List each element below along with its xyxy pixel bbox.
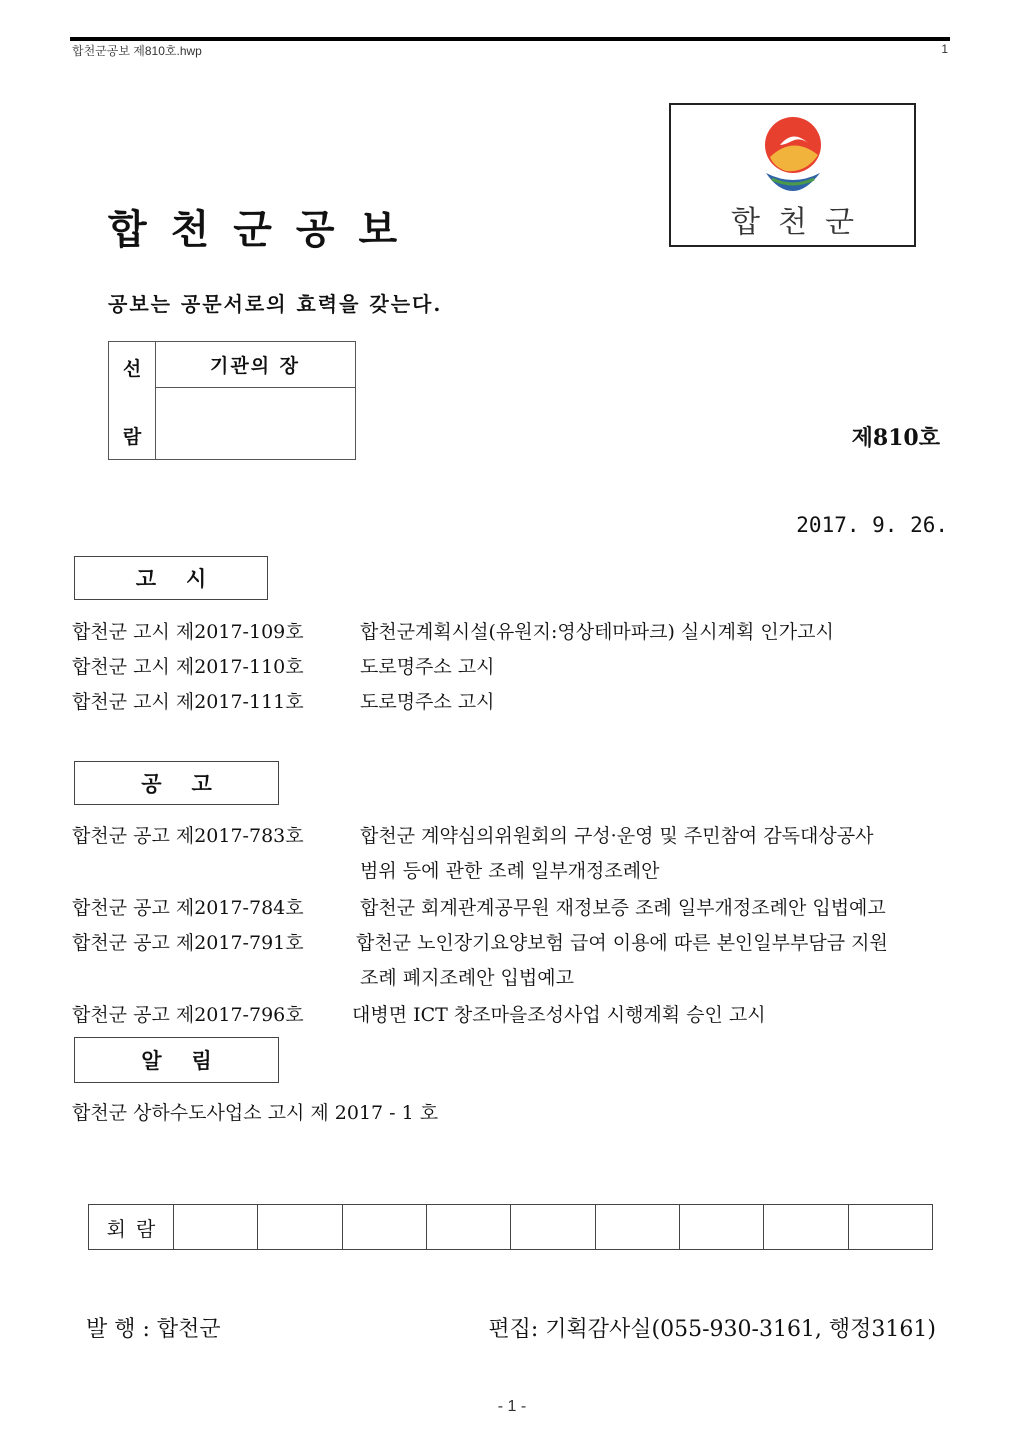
notice-text: 합천군 상하수도사업소 고시 제 2017 - 1 호 <box>72 1102 439 1124</box>
circulation-cell <box>511 1205 595 1249</box>
page-title: 합천군공보 <box>108 206 422 253</box>
notice-title: 도로명주소 고시 <box>360 656 495 678</box>
county-emblem-icon <box>756 115 830 195</box>
notice-title: 도로명주소 고시 <box>360 691 495 713</box>
notice-title: 합천군 노인장기요양보험 급여 이용에 따른 본인일부부담금 지원 <box>356 932 888 954</box>
stamp-label-top: 선 <box>122 358 142 380</box>
issue-date: 2017. 9. 26. <box>796 513 948 537</box>
notice-title: 합천군 회계관계공무원 재정보증 조례 일부개정조례안 입법예고 <box>360 897 886 919</box>
circulation-label: 회람 <box>89 1205 174 1249</box>
subtitle: 공보는 공문서로의 효력을 갖는다. <box>108 292 443 316</box>
circulation-table <box>88 1204 933 1250</box>
notice-title-cont: 범위 등에 관한 조례 일부개정조례안 <box>360 860 660 882</box>
notice-number: 합천군 고시 제2017-110호 <box>72 656 304 678</box>
section-gonggo-title: 공고 <box>74 761 279 805</box>
notice-title: 대병면 ICT 창조마을조성사업 시행계획 승인 고시 <box>352 1004 766 1026</box>
notice-number: 합천군 공고 제2017-784호 <box>72 897 304 919</box>
publisher: 발 행 : 합천군 <box>86 1317 221 1342</box>
notice-number: 합천군 고시 제2017-111호 <box>72 691 304 713</box>
section-allim-title: 알림 <box>74 1037 279 1083</box>
notice-title-cont: 조례 폐지조례안 입법예고 <box>360 967 574 989</box>
circulation-cell <box>258 1205 342 1249</box>
notice-number: 합천군 고시 제2017-109호 <box>72 621 304 643</box>
circulation-cell <box>174 1205 258 1249</box>
stamp-head: 기관의 장 <box>155 342 355 388</box>
header-rule <box>70 37 950 41</box>
circulation-cell <box>680 1205 764 1249</box>
header-page-number: 1 <box>941 42 948 56</box>
page-number: - 1 - <box>497 1398 527 1415</box>
header-filename: 합천군공보 제810호.hwp <box>72 44 202 58</box>
section-gosi-title: 고시 <box>74 556 268 600</box>
editor-contact: 편집: 기획감사실(055-930-3161, 행정3161) <box>488 1317 936 1342</box>
notice-title: 합천군계획시설(유원지:영상테마파크) 실시계획 인가고시 <box>360 621 834 643</box>
notice-number: 합천군 공고 제2017-791호 <box>72 932 304 954</box>
issue-number: 제810호 <box>851 425 940 451</box>
logo-text: 합천군 <box>731 205 872 240</box>
stamp-label-bottom: 람 <box>122 426 142 448</box>
notice-title: 합천군 계약심의위원회의 구성·운영 및 주민참여 감독대상공사 <box>360 825 874 847</box>
circulation-cell <box>764 1205 848 1249</box>
circulation-cell <box>343 1205 427 1249</box>
circulation-cell <box>427 1205 511 1249</box>
notice-number: 합천군 공고 제2017-783호 <box>72 825 304 847</box>
logo-box <box>669 103 916 247</box>
circulation-cell <box>596 1205 680 1249</box>
circulation-cell <box>849 1205 932 1249</box>
notice-number: 합천군 공고 제2017-796호 <box>72 1004 304 1026</box>
circulation-stamp-table <box>108 341 356 460</box>
